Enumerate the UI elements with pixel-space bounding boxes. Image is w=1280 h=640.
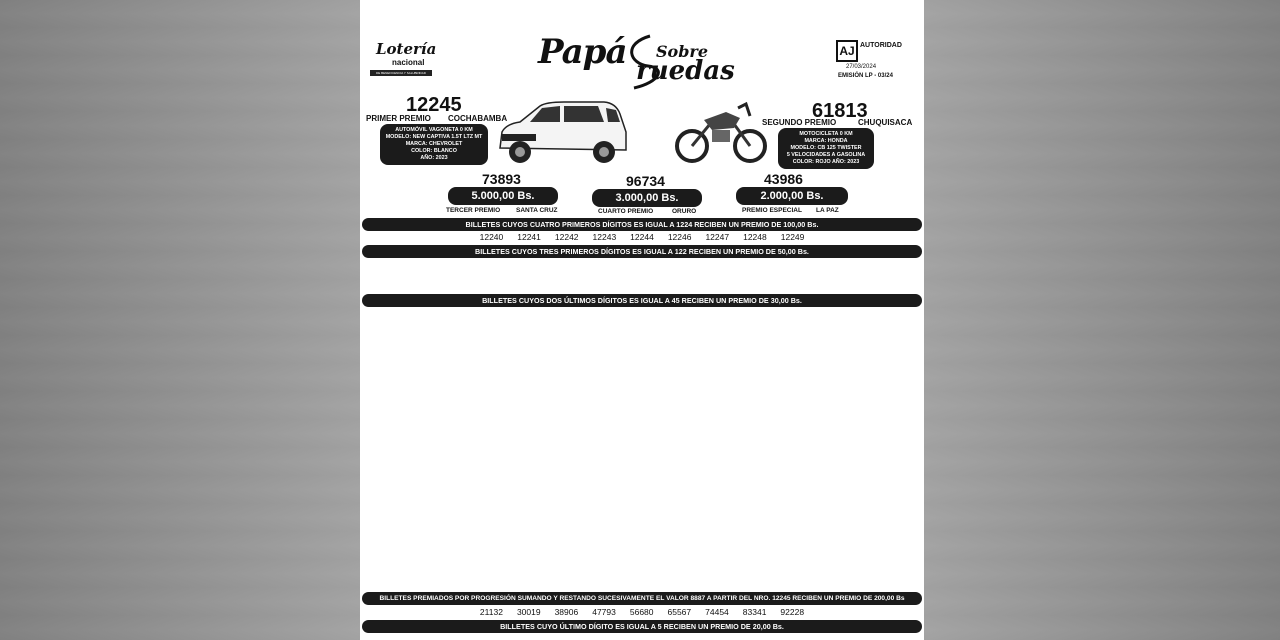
winning-number: 12241 bbox=[517, 232, 541, 242]
title-word-1: Papá bbox=[538, 32, 627, 72]
spec-line: MARCA: CHEVROLET bbox=[405, 141, 463, 147]
winning-number: 12248 bbox=[743, 232, 767, 242]
fourth-prize-amount: 3.000,00 Bs. bbox=[592, 189, 702, 207]
spec-line: AUTOMÓVIL VAGONETA 0 KM bbox=[395, 127, 473, 133]
first-prize-city: COCHABAMBA bbox=[448, 114, 508, 123]
fourth-prize-number: 96734 bbox=[626, 173, 665, 189]
first-prize-label: PRIMER PREMIO bbox=[366, 114, 431, 123]
winning-number: 12249 bbox=[780, 232, 805, 242]
winning-number: 74454 bbox=[705, 607, 729, 617]
winning-number: 65567 bbox=[667, 607, 692, 617]
winning-number: 12242 bbox=[554, 232, 579, 242]
second-prize-spec bbox=[778, 128, 874, 169]
draw-date: 27/03/2024 bbox=[846, 64, 877, 70]
last-digit-band: BILLETES CUYO ÚLTIMO DÍGITO ES IGUAL A 5 RECIBEN UN PREMIO DE 20,00 Bs. bbox=[362, 620, 922, 633]
winning-number: 12240 bbox=[479, 232, 504, 242]
winning-number: 12243 bbox=[592, 232, 617, 242]
spec-line: MODELO: NEW CAPTIVA 1.5T LTZ MT bbox=[385, 134, 483, 140]
second-prize-city: CHUQUISACA bbox=[858, 118, 913, 127]
winning-number: 92228 bbox=[780, 607, 805, 617]
fourth-prize-city: ORURO bbox=[672, 208, 697, 215]
logo-bar bbox=[370, 70, 432, 76]
winning-number: 12246 bbox=[667, 232, 692, 242]
background-left-blur bbox=[0, 0, 360, 640]
spec-line: COLOR: ROJO AÑO: 2023 bbox=[792, 159, 860, 165]
first-prize-number: 12245 bbox=[406, 94, 462, 116]
background-right-blur bbox=[924, 0, 1280, 640]
winning-number: 56680 bbox=[629, 607, 654, 617]
title-word-3: ruedas bbox=[636, 56, 735, 86]
four-digit-band: BILLETES CUYOS CUATRO PRIMEROS DÍGITOS ES IGUAL A 1224 RECIBEN UN PREMIO DE 100,00 Bs. bbox=[362, 218, 922, 231]
special-prize-amount: 2.000,00 Bs. bbox=[736, 187, 848, 205]
winning-number: 38906 bbox=[554, 607, 579, 617]
second-prize-number: 61813 bbox=[812, 100, 868, 122]
winning-number: 12244 bbox=[630, 232, 654, 242]
third-prize-amount: 5.000,00 Bs. bbox=[448, 187, 558, 205]
page-title bbox=[538, 30, 748, 90]
first-prize-spec bbox=[380, 124, 488, 165]
winning-number: 83341 bbox=[742, 607, 767, 617]
winning-number: 12247 bbox=[705, 232, 730, 242]
autoridad-text: AUTORIDAD bbox=[860, 42, 902, 49]
aj-mark: AJ bbox=[836, 40, 858, 62]
winning-number: 47793 bbox=[592, 607, 616, 617]
winning-number: 30019 bbox=[516, 607, 541, 617]
third-prize-city: SANTA CRUZ bbox=[516, 207, 558, 214]
special-prize-number: 43986 bbox=[764, 171, 803, 187]
emission-code: EMISIÓN LP - 03/24 bbox=[838, 73, 893, 79]
second-prize-label: SEGUNDO PREMIO bbox=[762, 118, 837, 127]
title-word-2: Sobre bbox=[656, 42, 709, 61]
autoridad-logo bbox=[836, 40, 916, 84]
logo-text: Lotería bbox=[376, 40, 437, 58]
third-prize-number: 73893 bbox=[482, 171, 521, 187]
logo-subtext: nacional bbox=[392, 58, 425, 67]
loteria-nacional-logo bbox=[370, 36, 437, 78]
winning-number: 21132 bbox=[479, 607, 503, 617]
spec-line: 5 VELOCIDADES A GASOLINA bbox=[786, 152, 866, 158]
spec-line: MOTOCICLETA 0 KM bbox=[799, 131, 853, 137]
four-digit-numbers bbox=[360, 232, 924, 242]
three-digit-band: BILLETES CUYOS TRES PRIMEROS DÍGITOS ES IGUAL A 122 RECIBEN UN PREMIO DE 50,00 Bs. bbox=[362, 245, 922, 258]
spec-line: AÑO: 2023 bbox=[420, 155, 448, 161]
special-prize-city: LA PAZ bbox=[816, 207, 839, 214]
motorcycle-image bbox=[674, 94, 768, 166]
logo-bar-text: DE BENEFICENCIA Y SALUBRIDAD bbox=[376, 71, 426, 75]
progression-numbers bbox=[360, 607, 924, 617]
lottery-results-sheet bbox=[360, 0, 924, 640]
third-prize-label: TERCER PREMIO bbox=[446, 207, 501, 214]
spec-line: MODELO: CB 125 TWISTER bbox=[790, 145, 862, 151]
progression-band: BILLETES PREMIADOS POR PROGRESIÓN SUMANDO Y RESTANDO SUCESIVAMENTE EL VALOR 8887 A PARTIR DEL NRO. 12245 RECIBEN UN PREMIO DE 200,00 Bs bbox=[362, 592, 922, 605]
spec-line: COLOR: BLANCO bbox=[411, 148, 457, 154]
special-prize-label: PREMIO ESPECIAL bbox=[742, 207, 802, 214]
spec-line: MARCA: HONDA bbox=[804, 138, 848, 144]
suv-car-image bbox=[494, 96, 630, 168]
fourth-prize-label: CUARTO PREMIO bbox=[598, 208, 654, 215]
two-digit-band: BILLETES CUYOS DOS ÚLTIMOS DÍGITOS ES IGUAL A 45 RECIBEN UN PREMIO DE 30,00 Bs. bbox=[362, 294, 922, 307]
